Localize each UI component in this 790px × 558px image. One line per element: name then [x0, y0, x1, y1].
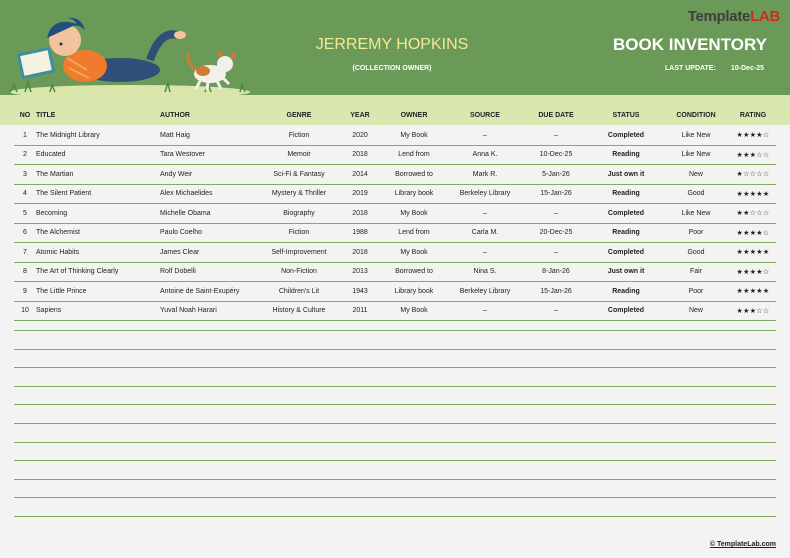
book-owner: Lend from: [380, 145, 448, 165]
empty-row-line: [14, 367, 776, 368]
page-title: BOOK INVENTORY: [613, 35, 767, 54]
book-status: Completed: [590, 243, 662, 263]
book-year: 2019: [340, 184, 380, 204]
empty-row-line: [14, 330, 776, 331]
book-due-date: 15-Jan-26: [522, 282, 590, 302]
book-number: 2: [14, 145, 36, 165]
column-header-status: STATUS: [612, 111, 640, 119]
owner-name: JERREMY HOPKINS: [315, 36, 469, 53]
star-rating: ★☆☆☆☆: [730, 165, 776, 185]
book-title: Sapiens: [36, 301, 160, 321]
column-header-rating: RATING: [739, 111, 767, 119]
book-status: Just own it: [590, 262, 662, 282]
book-genre: History & Culture: [258, 301, 340, 321]
book-source: Berkeley Library: [448, 184, 522, 204]
book-title: Becoming: [36, 204, 160, 224]
last-update-value: 10-Dec-25: [731, 65, 765, 72]
book-owner: Lend from: [380, 223, 448, 243]
book-title: The Little Prince: [36, 282, 160, 302]
book-year: 2014: [340, 165, 380, 185]
last-update-label: LAST UPDATE:: [665, 65, 716, 72]
book-condition: Like New: [662, 204, 730, 224]
book-due-date: 10-Dec-25: [522, 145, 590, 165]
child-reading-illustration: [5, 8, 255, 103]
book-source: –: [448, 301, 522, 321]
book-year: 2018: [340, 204, 380, 224]
book-number: 6: [14, 223, 36, 243]
book-genre: Self-Improvement: [258, 243, 340, 263]
book-condition: Poor: [662, 282, 730, 302]
column-header-title: TITLE: [36, 111, 56, 119]
book-due-date: 8-Jan-26: [522, 262, 590, 282]
book-number: 7: [14, 243, 36, 263]
book-owner: Library book: [380, 282, 448, 302]
book-condition: Like New: [662, 145, 730, 165]
book-genre: Fiction: [258, 223, 340, 243]
book-source: Anna K.: [448, 145, 522, 165]
table-row: [14, 282, 776, 302]
book-owner: Borrowed to: [380, 165, 448, 185]
empty-row-line: [14, 516, 776, 517]
book-owner: My Book: [380, 301, 448, 321]
book-number: 1: [14, 126, 36, 145]
table-row: [14, 145, 776, 165]
empty-row-line: [14, 479, 776, 480]
book-genre: Memoir: [258, 145, 340, 165]
book-source: Berkeley Library: [448, 282, 522, 302]
book-due-date: 15-Jan-26: [522, 184, 590, 204]
empty-row-line: [14, 423, 776, 424]
book-genre: Fiction: [258, 126, 340, 145]
book-author: Alex Michaelides: [160, 184, 258, 204]
book-genre: Children's Lit: [258, 282, 340, 302]
book-author: Paulo Coelho: [160, 223, 258, 243]
book-source: Carla M.: [448, 223, 522, 243]
star-rating: ★★★☆☆: [730, 145, 776, 165]
book-source: Nina S.: [448, 262, 522, 282]
book-year: 2011: [340, 301, 380, 321]
book-author: Yuval Noah Harari: [160, 301, 258, 321]
table-row: [14, 301, 776, 321]
table-row: [14, 243, 776, 263]
column-header-genre: GENRE: [286, 111, 312, 119]
book-genre: Sci-Fi & Fantasy: [258, 165, 340, 185]
book-status: Completed: [590, 126, 662, 145]
book-condition: Like New: [662, 126, 730, 145]
book-status: Reading: [590, 282, 662, 302]
empty-row-line: [14, 497, 776, 498]
book-owner: My Book: [380, 243, 448, 263]
book-source: –: [448, 126, 522, 145]
empty-row-line: [14, 442, 776, 443]
book-author: Andy Weir: [160, 165, 258, 185]
book-title: The Midnight Library: [36, 126, 160, 145]
table-header-row: [14, 104, 776, 126]
book-year: 1988: [340, 223, 380, 243]
book-condition: Poor: [662, 223, 730, 243]
book-genre: Biography: [258, 204, 340, 224]
empty-row-line: [14, 349, 776, 350]
book-author: James Clear: [160, 243, 258, 263]
book-condition: Good: [662, 184, 730, 204]
book-status: Reading: [590, 223, 662, 243]
book-due-date: –: [522, 301, 590, 321]
book-source: Mark R.: [448, 165, 522, 185]
column-header-no: NO: [19, 111, 31, 119]
book-title: The Martian: [36, 165, 160, 185]
book-author: Michelle Obama: [160, 204, 258, 224]
star-rating: ★★★★★: [730, 282, 776, 302]
book-due-date: 5-Jan-26: [522, 165, 590, 185]
book-title: Educated: [36, 145, 160, 165]
book-condition: Good: [662, 243, 730, 263]
star-rating: ★★★★★: [730, 184, 776, 204]
column-header-due-date: DUE DATE: [538, 111, 574, 119]
book-author: Matt Haig: [160, 126, 258, 145]
book-due-date: –: [522, 126, 590, 145]
book-condition: New: [662, 301, 730, 321]
book-number: 3: [14, 165, 36, 185]
book-title: The Silent Patient: [36, 184, 160, 204]
empty-row-line: [14, 386, 776, 387]
star-rating: ★★★★★: [730, 243, 776, 263]
table-row: [14, 223, 776, 243]
book-author: Tara Westover: [160, 145, 258, 165]
star-rating: ★★☆☆☆: [730, 204, 776, 224]
book-status: Completed: [590, 204, 662, 224]
book-number: 5: [14, 204, 36, 224]
star-rating: ★★★☆☆: [730, 301, 776, 321]
book-year: 2018: [340, 243, 380, 263]
column-header-author: AUTHOR: [160, 111, 190, 119]
book-inventory-table: [14, 104, 776, 321]
book-year: 2013: [340, 262, 380, 282]
book-author: Antoine de Saint-Exupéry: [160, 282, 258, 302]
book-author: Rolf Dobelli: [160, 262, 258, 282]
book-number: 4: [14, 184, 36, 204]
book-status: Just own it: [590, 165, 662, 185]
book-number: 10: [14, 301, 36, 321]
book-status: Reading: [590, 145, 662, 165]
column-header-owner: OWNER: [400, 111, 428, 119]
book-title: Atomic Habits: [36, 243, 160, 263]
column-header-condition: CONDITION: [676, 111, 716, 119]
book-due-date: –: [522, 204, 590, 224]
column-header-year: YEAR: [350, 111, 370, 119]
book-condition: New: [662, 165, 730, 185]
book-number: 8: [14, 262, 36, 282]
empty-row-line: [14, 404, 776, 405]
book-owner: My Book: [380, 126, 448, 145]
book-status: Completed: [590, 301, 662, 321]
book-genre: Non-Fiction: [258, 262, 340, 282]
copyright-link[interactable]: © TemplateLab.com: [709, 541, 776, 548]
templatelab-logo: TemplateLAB: [687, 8, 780, 25]
owner-subtitle: (COLLECTION OWNER): [352, 65, 432, 72]
table-row: [14, 126, 776, 145]
book-due-date: 20-Dec-25: [522, 223, 590, 243]
star-rating: ★★★★☆: [730, 126, 776, 145]
table-row: [14, 165, 776, 185]
book-year: 2018: [340, 145, 380, 165]
star-rating: ★★★★☆: [730, 262, 776, 282]
table-row: [14, 262, 776, 282]
book-title: The Alchemist: [36, 223, 160, 243]
book-condition: Fair: [662, 262, 730, 282]
book-due-date: –: [522, 243, 590, 263]
table-body: [14, 126, 776, 321]
book-genre: Mystery & Thriller: [258, 184, 340, 204]
table-row: [14, 204, 776, 224]
book-number: 9: [14, 282, 36, 302]
book-owner: Borrowed to: [380, 262, 448, 282]
book-year: 2020: [340, 126, 380, 145]
star-rating: ★★★★☆: [730, 223, 776, 243]
empty-row-line: [14, 460, 776, 461]
book-title: The Art of Thinking Clearly: [36, 262, 160, 282]
book-owner: My Book: [380, 204, 448, 224]
book-source: –: [448, 204, 522, 224]
column-header-source: SOURCE: [470, 111, 500, 119]
book-source: –: [448, 243, 522, 263]
book-status: Reading: [590, 184, 662, 204]
book-year: 1943: [340, 282, 380, 302]
table-row: [14, 184, 776, 204]
book-owner: Library book: [380, 184, 448, 204]
